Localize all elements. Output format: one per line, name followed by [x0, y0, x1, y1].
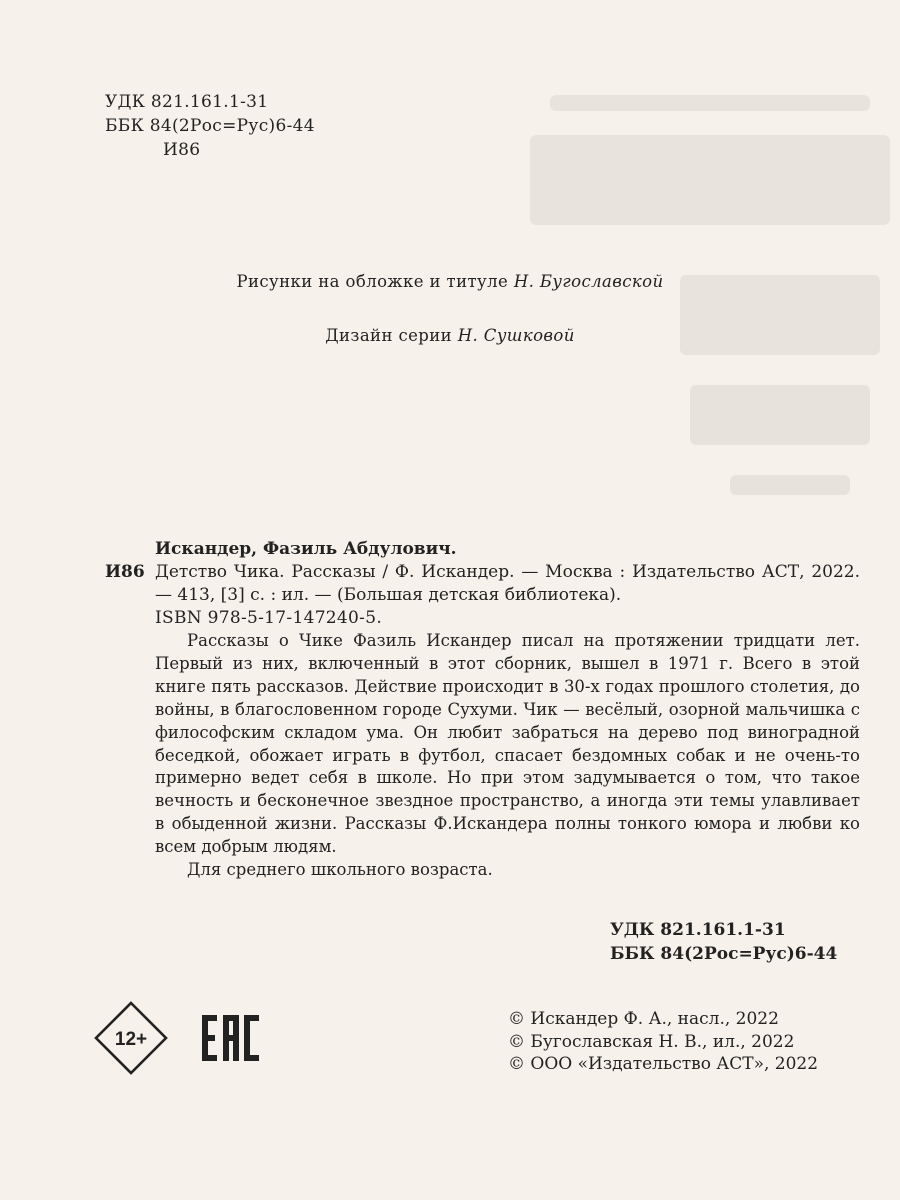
book-annotation	[155, 630, 860, 882]
classification-codes-bottom	[610, 918, 837, 966]
udk-code: УДК 821.161.1-31	[105, 92, 269, 112]
copyright-line: © ООО «Издательство АСТ», 2022	[508, 1054, 819, 1074]
bibliographic-description: Детство Чика. Рассказы / Ф. Искандер. — Москва : Издательство АСТ, 2022. — 413, [3] с. : ил. — (Большая детская библиотека).	[155, 562, 860, 605]
copyright-line: © Искандер Ф. А., насл., 2022	[508, 1009, 779, 1029]
age-rating-badge	[93, 1000, 169, 1076]
author-heading: Искандер, Фазиль Абдулович.	[155, 539, 457, 559]
age-rating-text: 12+	[114, 1029, 148, 1050]
eac-logo-icon	[200, 1013, 262, 1063]
audience-note: Для среднего школьного возраста.	[187, 860, 493, 880]
design-artist-name: Н. Сушковой	[457, 326, 575, 345]
bbk-code-bottom: ББК 84(2Рос=Рус)6-44	[610, 944, 838, 964]
author-code: И86	[105, 562, 145, 582]
bibliographic-record	[105, 538, 860, 630]
bbk-code: ББК 84(2Рос=Рус)6-44	[105, 116, 315, 136]
copyright-line: © Бугославская Н. В., ил., 2022	[508, 1031, 795, 1052]
cover-credit-label: Рисунки на обложке и титуле	[236, 272, 509, 291]
annotation-text: Рассказы о Чике Фазиль Искандер писал на протяжении тридцати лет. Первый из них, включенный в этот сборник, вышел в 1971 г. Всего в этой книге пять рассказов. Действие происходит в 30-х годах прошлого столетия, до войны, в благословенном городе Сухуми. Чик — весёлый, озорной мальчишка с философским складом ума. Он любит забраться на дерево под виноградной беседкой, обожает играть в футбол, спасает бездомных собак и не очень-то примерно ведет себя в школе. Но при этом задумывается о том, что такое вечность и бесконечное звездное пространство, а иногда эти темы улавливает в обыденной жизни. Рассказы Ф.Искандера полны тонкого юмора и любви ко всем добрым людям.	[155, 631, 860, 857]
design-credit-label: Дизайн серии	[325, 326, 453, 345]
author-mark: И86	[163, 140, 201, 160]
series-design-credit	[0, 326, 900, 345]
copyright-block	[508, 1008, 818, 1076]
isbn: ISBN 978-5-17-147240-5.	[155, 608, 383, 628]
cover-illustration-credit	[0, 272, 900, 291]
bibliographic-entry	[105, 561, 860, 607]
cover-artist-name: Н. Бугославской	[513, 272, 664, 291]
classification-codes-top	[105, 90, 315, 162]
udk-code-bottom: УДК 821.161.1-31	[610, 920, 786, 940]
